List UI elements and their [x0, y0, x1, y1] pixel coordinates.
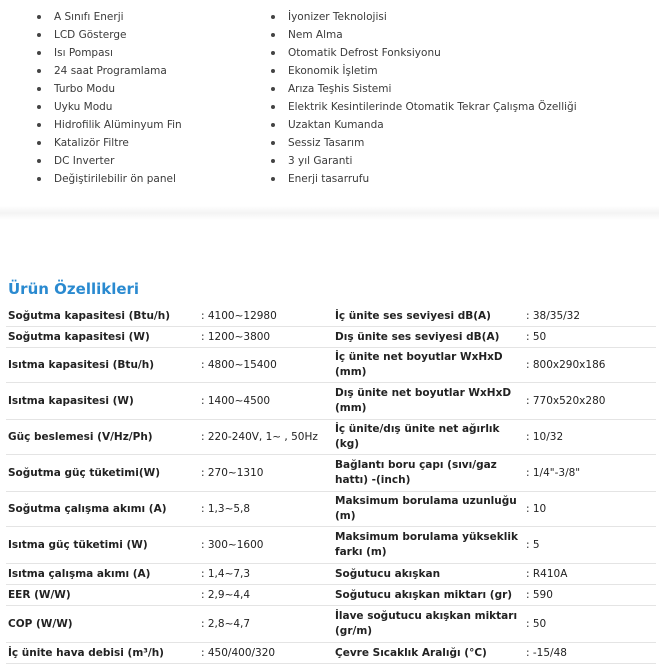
spec-value: : 450/400/320 — [199, 643, 333, 664]
spec-value: : -15/48 — [524, 643, 656, 664]
table-row — [6, 527, 656, 564]
feature-item: A Sınıfı Enerji — [30, 8, 264, 26]
spec-label: Soğutucu akışkan — [333, 564, 524, 585]
spec-value: : R410A — [524, 564, 656, 585]
spec-value: : 590 — [524, 585, 656, 606]
spec-value: : 1,3~5,8 — [199, 492, 333, 527]
feature-item: Uzaktan Kumanda — [264, 116, 594, 134]
spec-label: Dış ünite ses seviyesi dB(A) — [333, 327, 524, 348]
spec-value: : 2,8~4,7 — [199, 606, 333, 643]
feature-item: LCD Gösterge — [30, 26, 264, 44]
table-row — [6, 606, 656, 643]
table-row — [6, 306, 656, 327]
spec-label: İç ünite hava debisi (m³/h) — [6, 643, 199, 664]
spec-label: Çevre Sıcaklık Aralığı (°C) — [333, 643, 524, 664]
spec-table — [6, 306, 656, 664]
spec-value: : 10 — [524, 492, 656, 527]
feature-item: Değiştirilebilir ön panel — [30, 170, 264, 188]
section-title: Ürün Özellikleri — [8, 280, 140, 298]
feature-item: Katalizör Filtre — [30, 134, 264, 152]
feature-item: Sessiz Tasarım — [264, 134, 594, 152]
feature-item: İyonizer Teknolojisi — [264, 8, 594, 26]
feature-item: Uyku Modu — [30, 98, 264, 116]
spec-value: : 50 — [524, 606, 656, 643]
table-row — [6, 348, 656, 383]
spec-label: Soğutma güç tüketimi(W) — [6, 455, 199, 492]
spec-value: : 1200~3800 — [199, 327, 333, 348]
spec-label: Maksimum borulama uzunluğu (m) — [333, 492, 524, 527]
spec-value: : 5 — [524, 527, 656, 564]
spec-value: : 300~1600 — [199, 527, 333, 564]
feature-item: Nem Alma — [264, 26, 594, 44]
spec-label: Soğutma kapasitesi (Btu/h) — [6, 306, 199, 327]
spec-value: : 220-240V, 1~ , 50Hz — [199, 420, 333, 455]
spec-value: : 38/35/32 — [524, 306, 656, 327]
divider — [0, 206, 659, 220]
table-row — [6, 492, 656, 527]
spec-value: : 50 — [524, 327, 656, 348]
feature-item: Enerji tasarrufu — [264, 170, 594, 188]
spec-value: : 4800~15400 — [199, 348, 333, 383]
spec-label: İç ünite/dış ünite net ağırlık (kg) — [333, 420, 524, 455]
table-row — [6, 327, 656, 348]
spec-label: Bağlantı boru çapı (sıvı/gaz hattı) -(inch) — [333, 455, 524, 492]
feature-item: 24 saat Programlama — [30, 62, 264, 80]
spec-value: : 4100~12980 — [199, 306, 333, 327]
spec-value: : 10/32 — [524, 420, 656, 455]
spec-label: Soğutma kapasitesi (W) — [6, 327, 199, 348]
spec-label: Isıtma kapasitesi (W) — [6, 383, 199, 420]
spec-value: : 800x290x186 — [524, 348, 656, 383]
spec-value: : 1400~4500 — [199, 383, 333, 420]
spec-value: : 2,9~4,4 — [199, 585, 333, 606]
feature-item: 3 yıl Garanti — [264, 152, 594, 170]
feature-list-right — [264, 8, 594, 188]
feature-item: Hidrofilik Alüminyum Fin — [30, 116, 264, 134]
spec-label: Isıtma kapasitesi (Btu/h) — [6, 348, 199, 383]
spec-label: Isıtma çalışma akımı (A) — [6, 564, 199, 585]
spec-label: Dış ünite net boyutlar WxHxD (mm) — [333, 383, 524, 420]
spec-label: Isıtma güç tüketimi (W) — [6, 527, 199, 564]
spec-label: İlave soğutucu akışkan miktarı (gr/m) — [333, 606, 524, 643]
spec-label: Maksimum borulama yükseklik farkı (m) — [333, 527, 524, 564]
spec-label: Soğutma çalışma akımı (A) — [6, 492, 199, 527]
spec-table-body — [6, 306, 656, 664]
spec-value: : 770x520x280 — [524, 383, 656, 420]
spec-label: Soğutucu akışkan miktarı (gr) — [333, 585, 524, 606]
feature-item: Otomatik Defrost Fonksiyonu — [264, 44, 594, 62]
feature-item: DC Inverter — [30, 152, 264, 170]
spec-label: İç ünite net boyutlar WxHxD (mm) — [333, 348, 524, 383]
feature-list-left — [30, 8, 264, 188]
feature-item: Isı Pompası — [30, 44, 264, 62]
spec-label: Güç beslemesi (V/Hz/Ph) — [6, 420, 199, 455]
feature-item: Elektrik Kesintilerinde Otomatik Tekrar Çalışma Özelliği — [264, 98, 594, 116]
spec-value: : 1/4"-3/8" — [524, 455, 656, 492]
spec-value: : 270~1310 — [199, 455, 333, 492]
feature-list — [30, 8, 594, 188]
spec-label: İç ünite ses seviyesi dB(A) — [333, 306, 524, 327]
feature-item: Turbo Modu — [30, 80, 264, 98]
spec-value: : 1,4~7,3 — [199, 564, 333, 585]
table-row — [6, 585, 656, 606]
table-row — [6, 420, 656, 455]
feature-item: Arıza Teşhis Sistemi — [264, 80, 594, 98]
table-row — [6, 455, 656, 492]
spec-label: COP (W/W) — [6, 606, 199, 643]
table-row — [6, 383, 656, 420]
feature-item: Ekonomik İşletim — [264, 62, 594, 80]
table-row — [6, 564, 656, 585]
spec-label: EER (W/W) — [6, 585, 199, 606]
table-row — [6, 643, 656, 664]
